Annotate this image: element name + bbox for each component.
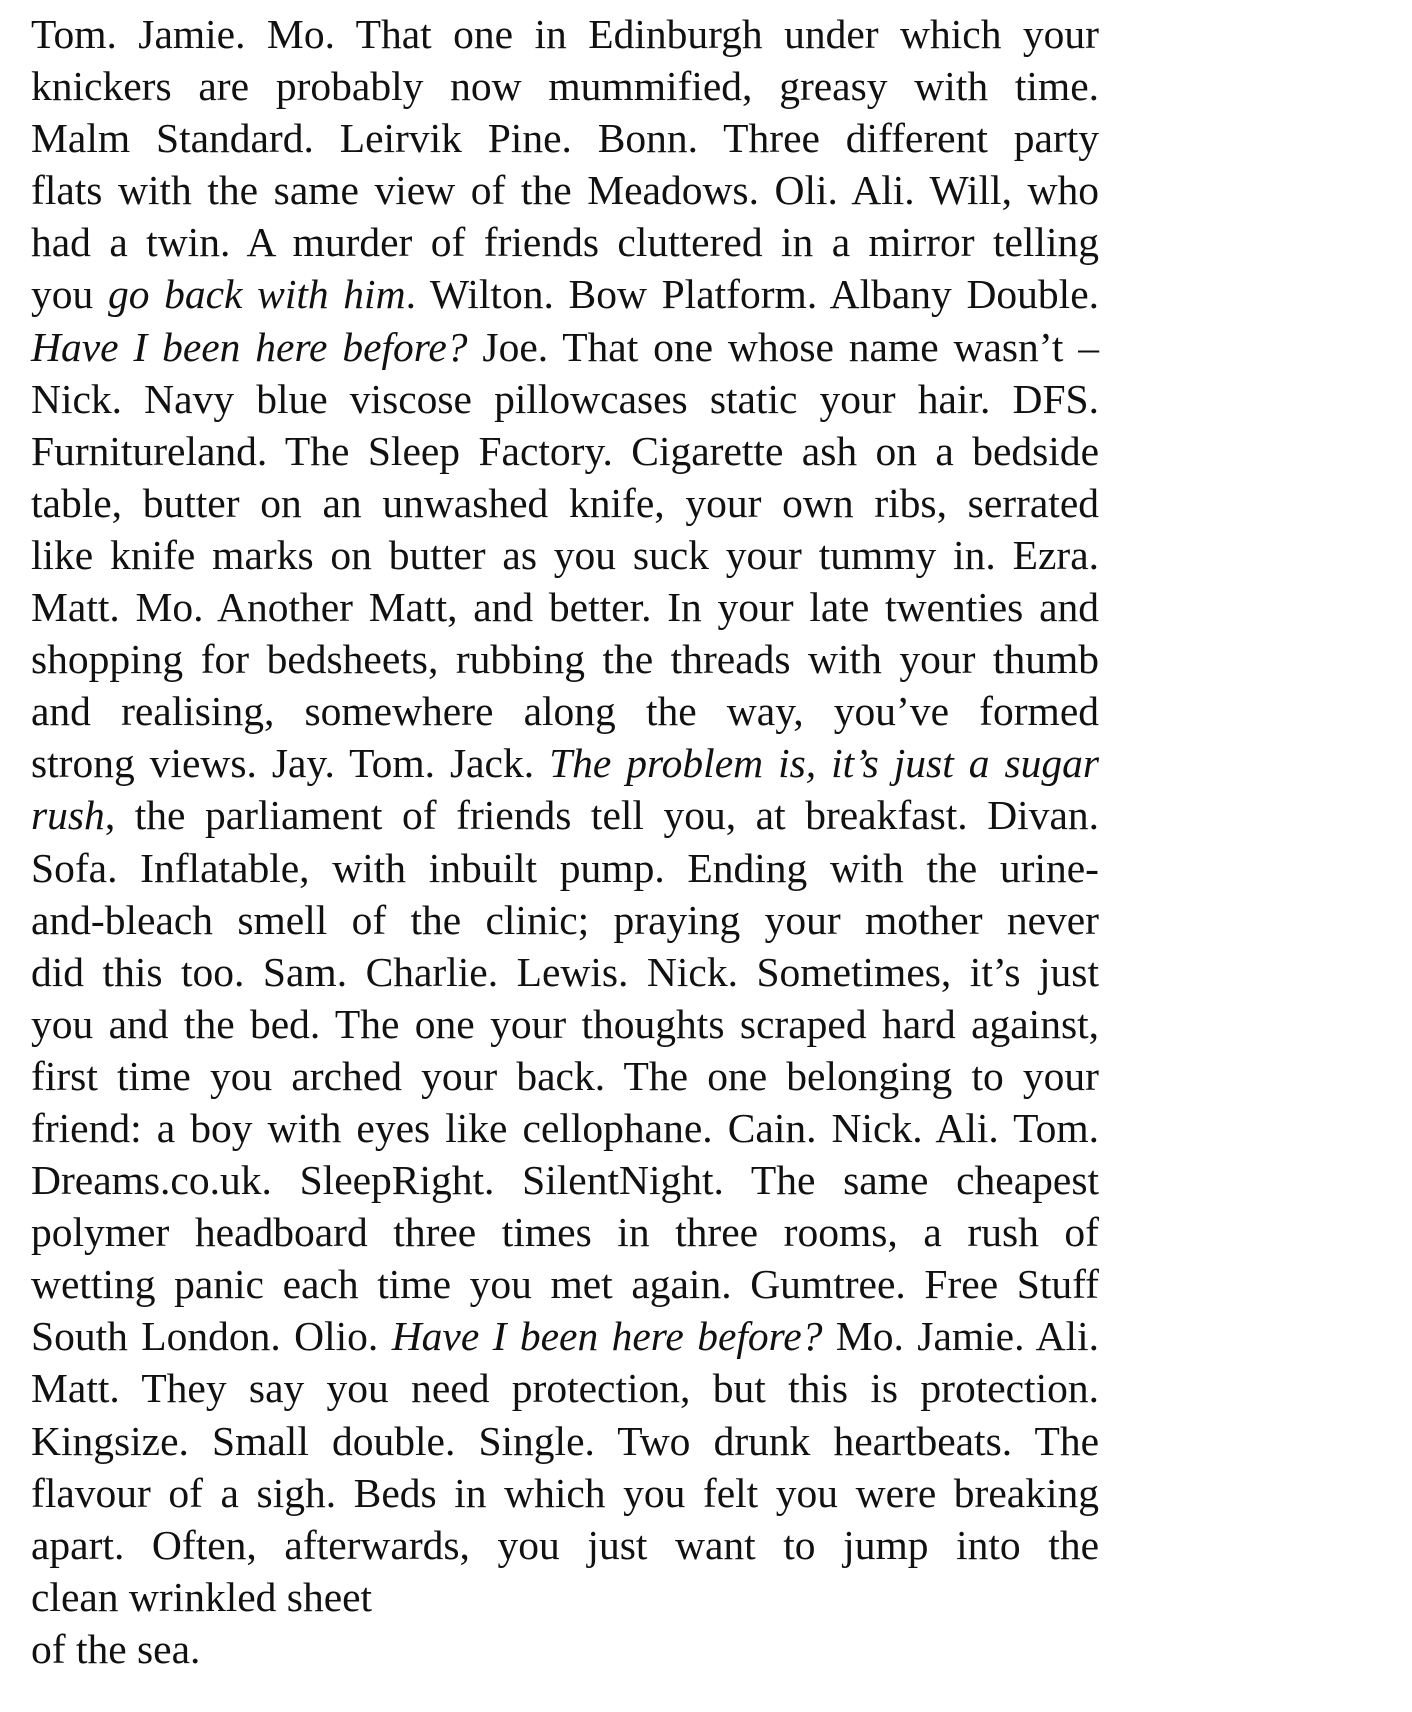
- poem-italic-fragment: Have I been here before?: [391, 1313, 823, 1360]
- poem-line: [31, 1519, 1099, 1571]
- poem-text-fragment: polymer headboard three times in three rooms, a rush of: [31, 1209, 1099, 1256]
- poem-text-fragment: Joe. That one whose name wasn’t –: [467, 323, 1099, 370]
- poem-italic-fragment: The problem is, it’s just a sugar: [549, 740, 1099, 787]
- poem-italic-fragment: rush: [31, 792, 105, 839]
- poem-line: [31, 321, 1099, 373]
- poem-italic-fragment: Have I been here before?: [31, 323, 468, 370]
- poem-text-fragment: South London. Olio.: [31, 1313, 392, 1360]
- poem-text-fragment: knickers are probably now mummified, greasy with time.: [31, 63, 1099, 110]
- poem-text-fragment: Tom. Jamie. Mo. That one in Edinburgh under which your: [31, 11, 1099, 57]
- poem-text-fragment: , the parliament of friends tell you, at breakfast. Divan.: [104, 792, 1099, 839]
- poem-line: [31, 1415, 1099, 1467]
- poem-italic-fragment: go back with him: [107, 271, 406, 318]
- poem-line: [31, 842, 1099, 894]
- poem-text-fragment: Sofa. Inflatable, with inbuilt pump. Ending with the urine-: [31, 844, 1099, 891]
- poem-line: [31, 998, 1099, 1050]
- poem-text-fragment: wetting panic each time you met again. Gumtree. Free Stuff: [31, 1261, 1099, 1308]
- poem-text-fragment: flavour of a sigh. Beds in which you felt you were breaking: [31, 1469, 1099, 1516]
- poem-line: [31, 1623, 1099, 1675]
- poem-line: [31, 1362, 1099, 1414]
- poem-line: [31, 946, 1099, 998]
- poem-text-fragment: Malm Standard. Leirvik Pine. Bonn. Three different party: [31, 115, 1099, 162]
- poem-line: [31, 164, 1099, 216]
- poem-text-fragment: of the sea.: [31, 1625, 201, 1672]
- poem-line: [31, 633, 1099, 685]
- poem-text-fragment: table, butter on an unwashed knife, your own ribs, serrated: [31, 479, 1099, 526]
- poem-line: [31, 216, 1099, 268]
- poem-line: [31, 1571, 1099, 1623]
- poem-text-fragment: and-bleach smell of the clinic; praying your mother never: [31, 896, 1099, 943]
- poem-line: [31, 685, 1099, 737]
- poem-text-fragment: Dreams.co.uk. SleepRight. SilentNight. The same cheapest: [31, 1157, 1099, 1204]
- poem-line: [31, 894, 1099, 946]
- poem-line: [31, 8, 1099, 60]
- poem-text-fragment: first time you arched your back. The one belonging to your: [31, 1052, 1099, 1099]
- poem-line: [31, 1154, 1099, 1206]
- poem-text-block: [31, 8, 1099, 1675]
- poem-text-fragment: shopping for bedsheets, rubbing the threads with your thumb: [31, 636, 1099, 683]
- poem-line: [31, 1206, 1099, 1258]
- poem-text-fragment: did this too. Sam. Charlie. Lewis. Nick. Sometimes, it’s just: [31, 948, 1099, 995]
- poem-line: [31, 112, 1099, 164]
- poem-text-fragment: Mo. Jamie. Ali.: [822, 1313, 1099, 1360]
- poem-text-fragment: you and the bed. The one your thoughts scraped hard against,: [31, 1000, 1099, 1047]
- poem-line: [31, 737, 1099, 789]
- poem-text-fragment: and realising, somewhere along the way, you’ve formed: [31, 688, 1099, 735]
- poem-line: [31, 373, 1099, 425]
- poem-text-fragment: clean wrinkled sheet: [31, 1573, 373, 1620]
- poem-text-fragment: had a twin. A murder of friends cluttered in a mirror telling: [31, 219, 1099, 266]
- poem-line: [31, 268, 1099, 320]
- poem-line: [31, 581, 1099, 633]
- poem-text-fragment: like knife marks on butter as you suck your tummy in. Ezra.: [31, 531, 1099, 578]
- poem-line: [31, 1310, 1099, 1362]
- poem-text-fragment: Matt. They say you need protection, but this is protection.: [31, 1365, 1099, 1412]
- poem-text-fragment: strong views. Jay. Tom. Jack.: [31, 740, 550, 787]
- poem-line: [31, 529, 1099, 581]
- poem-line: [31, 1050, 1099, 1102]
- poem-text-fragment: Nick. Navy blue viscose pillowcases static your hair. DFS.: [31, 375, 1099, 422]
- poem-text-fragment: Furnitureland. The Sleep Factory. Cigarette ash on a bedside: [31, 427, 1099, 474]
- poem-text-fragment: apart. Often, afterwards, you just want to jump into the: [31, 1521, 1099, 1568]
- poem-text-fragment: friend: a boy with eyes like cellophane. Cain. Nick. Ali. Tom.: [31, 1104, 1099, 1151]
- poem-line: [31, 1467, 1099, 1519]
- poem-line: [31, 60, 1099, 112]
- poem-text-fragment: . Wilton. Bow Platform. Albany Double.: [405, 271, 1099, 318]
- poem-line: [31, 1102, 1099, 1154]
- poem-text-fragment: flats with the same view of the Meadows. Oli. Ali. Will, who: [31, 167, 1099, 214]
- poem-line: [31, 789, 1099, 841]
- poem-line: [31, 1258, 1099, 1310]
- poem-text-fragment: you: [31, 271, 108, 318]
- poem-text-fragment: Matt. Mo. Another Matt, and better. In your late twenties and: [31, 584, 1099, 631]
- poem-text-fragment: Kingsize. Small double. Single. Two drunk heartbeats. The: [31, 1417, 1099, 1464]
- poem-line: [31, 425, 1099, 477]
- poem-line: [31, 477, 1099, 529]
